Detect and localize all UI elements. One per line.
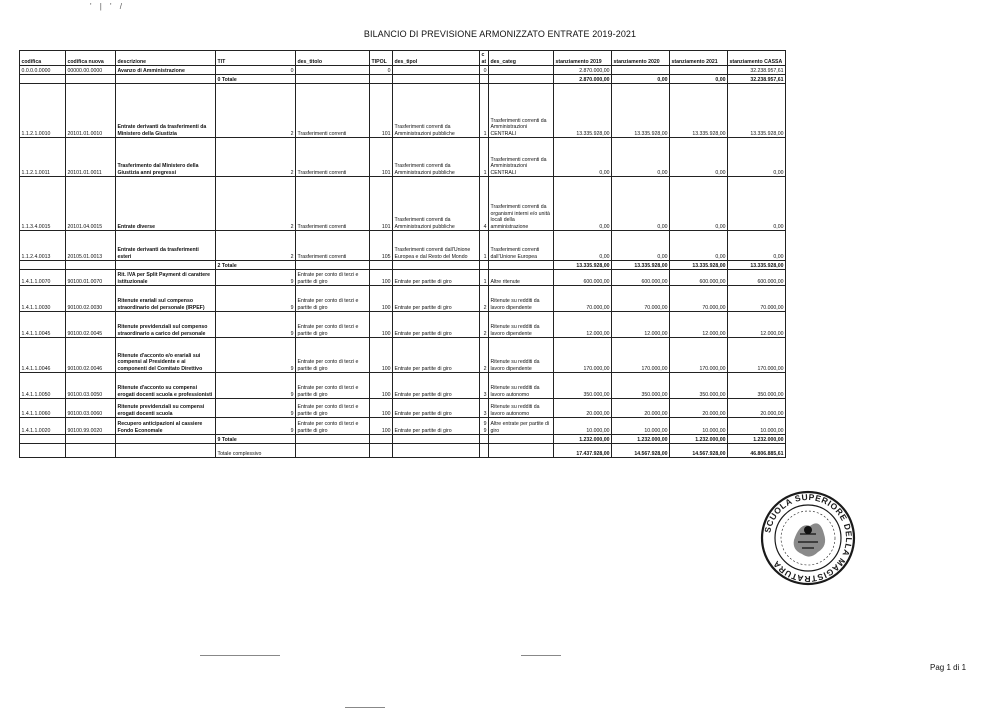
cell-des-categ	[489, 66, 554, 75]
cell-des-categ: Ritenute su redditi da lavoro autonomo	[489, 373, 554, 399]
cell-cat: 1	[480, 84, 489, 138]
cell-tit: 9	[216, 373, 296, 399]
cell-cat: 2	[480, 338, 489, 373]
cell-s2019: 20.000,00	[554, 399, 612, 418]
cell-des-titolo: Entrate per conto di terzi e partite di giro	[296, 338, 370, 373]
cell-des-categ: Ritenute su redditi da lavoro dipendente	[489, 338, 554, 373]
cell-des-tipol: Entrate per partite di giro	[393, 418, 480, 435]
cell-descrizione: Ritenute previdenziali su compensi erogati docenti scuola	[116, 399, 216, 418]
cell-cassa: 20.000,00	[728, 399, 786, 418]
cell-des-categ: Altre ritenute	[489, 270, 554, 286]
cell-des-tipol: Entrate per partite di giro	[393, 286, 480, 312]
cell-codifica: 1.1.3.4.0015	[20, 177, 66, 231]
cell-cassa: 170.000,00	[728, 338, 786, 373]
cell-descrizione: Trasferimento dal Ministero della Giustizia anni pregressi	[116, 138, 216, 177]
cell-des-categ: Trasferimenti correnti dall'Unione Europea	[489, 231, 554, 261]
subtotal-cassa: 32.238.957,61	[728, 75, 786, 84]
cell-cassa: 13.335.928,00	[728, 84, 786, 138]
cell-tipol: 100	[370, 338, 393, 373]
cell-des-tipol: Entrate per partite di giro	[393, 312, 480, 338]
grand-total-s2021: 14.567.928,00	[670, 444, 728, 458]
cell-s2021: 70.000,00	[670, 286, 728, 312]
cell-codifica-nuova: 20101.04.0015	[66, 177, 116, 231]
cell-descrizione: Ritenute erariali sul compenso straordinario del personale (IRPEF)	[116, 286, 216, 312]
cell-cat: 1	[480, 231, 489, 261]
cell-s2019: 70.000,00	[554, 286, 612, 312]
cell-tit: 9	[216, 399, 296, 418]
table-row	[20, 66, 786, 75]
cell-codifica-nuova: 20101.01.0010	[66, 84, 116, 138]
cell-des-tipol: Trasferimenti correnti dall'Unione Europea e dal Resto del Mondo	[393, 231, 480, 261]
cell-s2019: 12.000,00	[554, 312, 612, 338]
cell-descrizione: Entrate derivanti da trasferimenti esteri	[116, 231, 216, 261]
table-row	[20, 312, 786, 338]
cell-cat: 0	[480, 66, 489, 75]
cell-des-titolo: Trasferimenti correnti	[296, 177, 370, 231]
table-row	[20, 84, 786, 138]
cell-tit: 2	[216, 138, 296, 177]
cell-s2020: 0,00	[612, 138, 670, 177]
table-row	[20, 270, 786, 286]
subtotal-s2021: 0,00	[670, 75, 728, 84]
cell-s2021: 0,00	[670, 231, 728, 261]
cell-cassa: 10.000,00	[728, 418, 786, 435]
table-row	[20, 286, 786, 312]
cell-codifica-nuova: 90100.02.0045	[66, 312, 116, 338]
cell-codifica: 1.1.2.4.0013	[20, 231, 66, 261]
official-seal-stamp	[758, 488, 858, 588]
cell-tipol: 0	[370, 66, 393, 75]
grand-total-label: Totale complessivo	[216, 444, 296, 458]
cell-cassa: 0,00	[728, 138, 786, 177]
cell-s2021: 20.000,00	[670, 399, 728, 418]
header-tit: TIT	[216, 51, 296, 66]
cell-tit: 9	[216, 286, 296, 312]
cell-codifica: 1.4.1.1.0045	[20, 312, 66, 338]
cell-codifica-nuova: 20101.01.0011	[66, 138, 116, 177]
cell-s2019: 600.000,00	[554, 270, 612, 286]
header-cat: cat	[480, 51, 489, 66]
cell-des-titolo: Entrate per conto di terzi e partite di giro	[296, 270, 370, 286]
cell-s2021: 0,00	[670, 177, 728, 231]
cell-tit: 2	[216, 177, 296, 231]
cell-codifica: 1.4.1.1.0050	[20, 373, 66, 399]
table-row	[20, 373, 786, 399]
cell-codifica: 1.4.1.1.0070	[20, 270, 66, 286]
cell-s2019: 13.335.928,00	[554, 84, 612, 138]
cell-des-tipol: Entrate per partite di giro	[393, 338, 480, 373]
seal-text: SCUOLA SUPERIORE DELLA MAGISTRATURA	[762, 491, 855, 585]
subtotal-s2020: 1.232.000,00	[612, 435, 670, 444]
subtotal-label: 2 Totale	[216, 261, 296, 270]
cell-codifica-nuova: 90100.99.0020	[66, 418, 116, 435]
cell-des-titolo	[296, 66, 370, 75]
subtotal-s2021: 1.232.000,00	[670, 435, 728, 444]
cell-cassa: 0,00	[728, 231, 786, 261]
cell-cat: 2	[480, 312, 489, 338]
subtotal-s2019: 13.335.928,00	[554, 261, 612, 270]
cell-des-tipol: Trasferimenti correnti da Amministrazioni pubbliche	[393, 138, 480, 177]
header-stanziamento-2021: stanziamento 2021	[670, 51, 728, 66]
cell-descrizione: Ritenute d'acconto su compensi erogati docenti scuola e professionisti	[116, 373, 216, 399]
subtotal-row	[20, 261, 786, 270]
cell-tipol: 100	[370, 270, 393, 286]
cell-tipol: 100	[370, 418, 393, 435]
cell-codifica: 1.4.1.1.0046	[20, 338, 66, 373]
cell-codifica: 1.4.1.1.0020	[20, 418, 66, 435]
cell-s2021: 170.000,00	[670, 338, 728, 373]
cell-des-titolo: Trasferimenti correnti	[296, 231, 370, 261]
cell-des-tipol: Entrate per partite di giro	[393, 270, 480, 286]
cell-des-titolo: Entrate per conto di terzi e partite di giro	[296, 418, 370, 435]
cell-des-titolo: Trasferimenti correnti	[296, 138, 370, 177]
cell-s2019: 0,00	[554, 231, 612, 261]
cell-tit: 9	[216, 270, 296, 286]
table-row	[20, 177, 786, 231]
table-row	[20, 338, 786, 373]
cell-s2019: 0,00	[554, 177, 612, 231]
cell-cassa: 32.238.957,61	[728, 66, 786, 75]
header-des-tipol: des_tipol	[393, 51, 480, 66]
header-stanziamento-2020: stanziamento 2020	[612, 51, 670, 66]
cell-descrizione: Ritenute previdenziali sul compenso straordinario a carico del personale	[116, 312, 216, 338]
cell-tit: 9	[216, 418, 296, 435]
cell-des-categ: Altre entrate per partite di giro	[489, 418, 554, 435]
cell-codifica-nuova: 20105.01.0013	[66, 231, 116, 261]
subtotal-s2019: 2.870.000,00	[554, 75, 612, 84]
cell-s2020: 0,00	[612, 231, 670, 261]
cell-descrizione: Entrate derivanti da trasferimenti da Ministero della Giustizia	[116, 84, 216, 138]
cell-codifica: 1.4.1.1.0060	[20, 399, 66, 418]
cell-cat: 3	[480, 399, 489, 418]
cell-tipol: 100	[370, 286, 393, 312]
cell-codifica-nuova: 90100.01.0070	[66, 270, 116, 286]
subtotal-s2019: 1.232.000,00	[554, 435, 612, 444]
cell-tipol: 101	[370, 138, 393, 177]
cell-des-categ: Ritenute su redditi da lavoro autonomo	[489, 399, 554, 418]
cell-s2021: 350.000,00	[670, 373, 728, 399]
cell-codifica: 0.0.0.0.0000	[20, 66, 66, 75]
subtotal-row	[20, 75, 786, 84]
page-number: Pag 1 di 1	[930, 663, 967, 672]
cell-codifica-nuova: 00000.00.0000	[66, 66, 116, 75]
budget-table	[19, 50, 786, 458]
cell-des-categ: Ritenute su redditi da lavoro dipendente	[489, 312, 554, 338]
cell-cassa: 0,00	[728, 177, 786, 231]
cell-codifica-nuova: 90100.03.0050	[66, 373, 116, 399]
cell-s2020: 600.000,00	[612, 270, 670, 286]
cell-cassa: 600.000,00	[728, 270, 786, 286]
cell-des-tipol: Entrate per partite di giro	[393, 373, 480, 399]
subtotal-label: 0 Totale	[216, 75, 296, 84]
header-des-titolo: des_titolo	[296, 51, 370, 66]
table-row	[20, 231, 786, 261]
cell-tipol: 101	[370, 177, 393, 231]
cell-codifica: 1.4.1.1.0030	[20, 286, 66, 312]
subtotal-row	[20, 435, 786, 444]
cell-descrizione: Recupero anticipazioni al cassiere Fondo Economale	[116, 418, 216, 435]
cell-tipol: 100	[370, 399, 393, 418]
cell-s2019: 0,00	[554, 138, 612, 177]
table-row	[20, 138, 786, 177]
cell-cassa: 70.000,00	[728, 286, 786, 312]
cell-s2021: 0,00	[670, 138, 728, 177]
cell-des-titolo: Entrate per conto di terzi e partite di giro	[296, 286, 370, 312]
cell-codifica-nuova: 90100.02.0030	[66, 286, 116, 312]
cell-s2020: 13.335.928,00	[612, 84, 670, 138]
cell-tit: 9	[216, 338, 296, 373]
cell-codifica-nuova: 90100.02.0046	[66, 338, 116, 373]
subtotal-s2021: 13.335.928,00	[670, 261, 728, 270]
cell-s2021	[670, 66, 728, 75]
cell-s2020: 12.000,00	[612, 312, 670, 338]
subtotal-cassa: 13.335.928,00	[728, 261, 786, 270]
cell-des-titolo: Entrate per conto di terzi e partite di giro	[296, 312, 370, 338]
cell-s2019: 170.000,00	[554, 338, 612, 373]
cell-cat: 4	[480, 177, 489, 231]
cell-s2020: 0,00	[612, 177, 670, 231]
grand-total-cassa: 46.806.885,61	[728, 444, 786, 458]
table-row	[20, 418, 786, 435]
cell-codifica: 1.1.2.1.0010	[20, 84, 66, 138]
header-tipol: TIPOL	[370, 51, 393, 66]
subtotal-s2020: 0,00	[612, 75, 670, 84]
grand-total-s2020: 14.567.928,00	[612, 444, 670, 458]
cell-descrizione: Entrate diverse	[116, 177, 216, 231]
cell-s2020: 20.000,00	[612, 399, 670, 418]
header-des-categ: des_categ	[489, 51, 554, 66]
footer-mark-left	[200, 655, 280, 656]
subtotal-s2020: 13.335.928,00	[612, 261, 670, 270]
cell-s2021: 600.000,00	[670, 270, 728, 286]
cell-cat: 2	[480, 286, 489, 312]
cell-des-categ: Trasferimenti correnti da organismi interni e/o unità locali della amministrazione	[489, 177, 554, 231]
cell-s2020: 70.000,00	[612, 286, 670, 312]
cell-tipol: 101	[370, 84, 393, 138]
cell-codifica: 1.1.2.1.0011	[20, 138, 66, 177]
cell-tit: 2	[216, 84, 296, 138]
cell-s2020: 350.000,00	[612, 373, 670, 399]
cell-tit: 2	[216, 231, 296, 261]
cell-tit: 0	[216, 66, 296, 75]
cell-cat: 1	[480, 270, 489, 286]
document-title: BILANCIO DI PREVISIONE ARMONIZZATO ENTRATE 2019-2021	[363, 29, 637, 39]
cell-des-tipol: Trasferimenti correnti da Amministrazioni pubbliche	[393, 84, 480, 138]
cell-tipol: 100	[370, 373, 393, 399]
cell-tit: 9	[216, 312, 296, 338]
cell-des-titolo: Entrate per conto di terzi e partite di giro	[296, 373, 370, 399]
subtotal-label: 9 Totale	[216, 435, 296, 444]
cell-cat: 99	[480, 418, 489, 435]
cell-des-titolo: Entrate per conto di terzi e partite di giro	[296, 399, 370, 418]
cell-des-categ: Trasferimenti correnti da Amministrazioni CENTRALI	[489, 84, 554, 138]
header-codifica-nuova: codifica nuova	[66, 51, 116, 66]
cell-s2019: 350.000,00	[554, 373, 612, 399]
cell-s2021: 12.000,00	[670, 312, 728, 338]
header-stanziamento-2019: stanziamento 2019	[554, 51, 612, 66]
cell-des-titolo: Trasferimenti correnti	[296, 84, 370, 138]
cell-descrizione: Avanzo di Amministrazione	[116, 66, 216, 75]
cell-s2019: 2.870.000,00	[554, 66, 612, 75]
footer-mark-bottom	[345, 707, 385, 708]
grand-total-s2019: 17.437.928,00	[554, 444, 612, 458]
cell-cat: 1	[480, 138, 489, 177]
cell-s2020: 170.000,00	[612, 338, 670, 373]
table-row	[20, 399, 786, 418]
cell-cassa: 350.000,00	[728, 373, 786, 399]
cell-codifica-nuova: 90100.03.0060	[66, 399, 116, 418]
cell-des-tipol: Entrate per partite di giro	[393, 399, 480, 418]
cell-s2021: 10.000,00	[670, 418, 728, 435]
cell-des-categ: Ritenute su redditi da lavoro dipendente	[489, 286, 554, 312]
subtotal-cassa: 1.232.000,00	[728, 435, 786, 444]
cell-descrizione: Ritenute d'acconto e/o erariali sui compensi al Presidente e ai componenti del Comitato Direttivo	[116, 338, 216, 373]
header-row	[20, 51, 786, 66]
cell-s2020: 10.000,00	[612, 418, 670, 435]
header-codifica: codifica	[20, 51, 66, 66]
grand-total-row	[20, 444, 786, 458]
cell-des-categ: Trasferimenti correnti da Amministrazioni CENTRALI	[489, 138, 554, 177]
cell-s2020	[612, 66, 670, 75]
header-descrizione: descrizione	[116, 51, 216, 66]
cell-s2019: 10.000,00	[554, 418, 612, 435]
cell-tipol: 105	[370, 231, 393, 261]
cell-cat: 3	[480, 373, 489, 399]
cell-descrizione: Rit. IVA per Split Payment di carattere istituzionale	[116, 270, 216, 286]
cell-cassa: 12.000,00	[728, 312, 786, 338]
cell-s2021: 13.335.928,00	[670, 84, 728, 138]
footer-mark-center	[521, 655, 561, 656]
header-stanziamento-cassa: stanziamento CASSA	[728, 51, 786, 66]
scan-marks: ' | ' /	[90, 2, 126, 11]
cell-des-tipol	[393, 66, 480, 75]
cell-des-tipol: Trasferimenti correnti da Amministrazioni pubbliche	[393, 177, 480, 231]
cell-tipol: 100	[370, 312, 393, 338]
